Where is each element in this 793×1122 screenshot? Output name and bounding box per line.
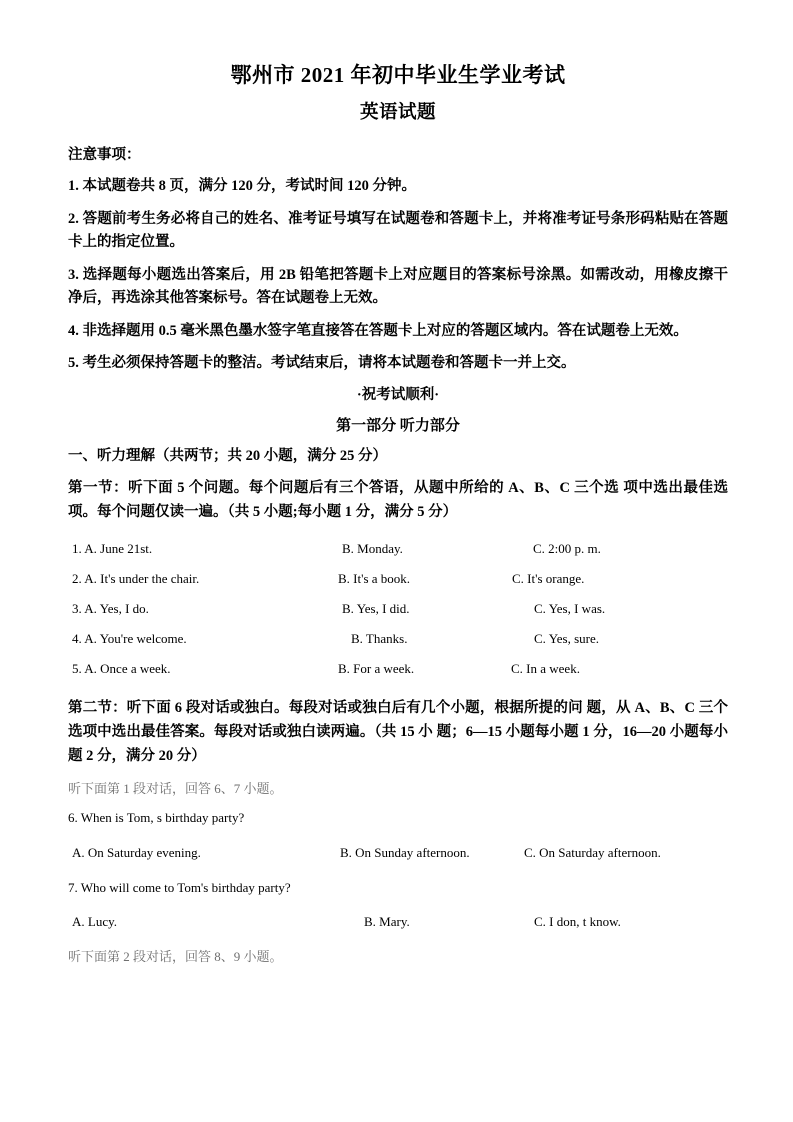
page-title: 鄂州市 2021 年初中毕业生学业考试 xyxy=(230,63,566,87)
page-content xyxy=(68,62,728,977)
q6-option-a[interactable]: A. On Saturday evening. xyxy=(72,844,201,860)
notice-item-5: 5. 考生必须保持答题卡的整洁。考试结束后，请将本试题卷和答题卡一并上交。 xyxy=(68,355,576,372)
q3-option-b[interactable]: B. Yes, I did. xyxy=(342,601,410,617)
notice-item-2: 2. 答题前考生务必将自己的姓名、准考证号填写在试题卷和答题卡上，并将准考证号条形码粘贴在答题卡上的指定位置。 xyxy=(68,210,728,251)
q1-option-b[interactable]: B. Monday. xyxy=(342,541,403,557)
q3-option-a[interactable]: 3. A. Yes, I do. xyxy=(72,601,149,617)
question-6-stem: 6. When is Tom, s birthday party? xyxy=(68,810,245,825)
question-7-stem: 7. Who will come to Tom's birthday party? xyxy=(68,879,291,895)
page-subtitle: 英语试题 xyxy=(359,103,436,124)
q5-option-c[interactable]: C. In a week. xyxy=(511,661,580,677)
dialog-two-cue: 听下面第 2 段对话，回答 8、9 小题。 xyxy=(68,949,283,964)
q3-option-c[interactable]: C. Yes, I was. xyxy=(534,601,606,617)
question-7-options xyxy=(68,907,728,937)
q1-option-c[interactable]: C. 2:00 p. m. xyxy=(533,541,601,557)
q5-option-b[interactable]: B. For a week. xyxy=(338,661,415,677)
listening-subsection-two: 第二节：听下面 6 段对话或独白。每段对话或独白后有几个小题，根据所提的问 题，从 A、B、C 三个选项中选出最佳答案。每段对话或独白读两遍。（共 15 小 题；6—15 小题每小题 1 分，16—20 小题每小题 2 分，满分 20 分） xyxy=(68,700,728,765)
listening-subsection-one: 第一节：听下面 5 个问题。每个问题后有三个答语，从题中所给的 A、B、C 三个选 项中选出最佳选项。每个问题仅读一遍。（共 5 小题;每小题 1 分，满分 5 分） xyxy=(68,480,728,521)
part-one-heading: 第一部分 听力部分 xyxy=(336,417,460,434)
dialog-one-cue: 听下面第 1 段对话，回答 6、7 小题。 xyxy=(68,780,283,796)
question-row-1 xyxy=(68,534,728,564)
good-luck-line: ·祝考试顺利· xyxy=(356,386,440,403)
notice-item-4: 4. 非选择题用 0.5 毫米黑色墨水签字笔直接答在答题卡上对应的答题区域内。答在试题卷上无效。 xyxy=(68,322,688,339)
listening-section-heading: 一、听力理解（共两节；共 20 小题，满分 25 分） xyxy=(68,448,387,464)
q4-option-c[interactable]: C. Yes, sure. xyxy=(534,631,600,647)
q7-option-b[interactable]: B. Mary. xyxy=(364,914,410,929)
q2-option-b[interactable]: B. It's a book. xyxy=(338,571,411,587)
question-row-2 xyxy=(68,564,728,594)
q4-option-b[interactable]: B. Thanks. xyxy=(351,631,408,647)
q6-option-c[interactable]: C. On Saturday afternoon. xyxy=(524,844,661,860)
question-row-3 xyxy=(68,594,728,624)
question-6-options xyxy=(68,838,728,868)
q4-option-a[interactable]: 4. A. You're welcome. xyxy=(72,631,187,647)
notice-item-3: 3. 选择题每小题选出答案后，用 2B 铅笔把答题卡上对应题目的答案标号涂黑。如需改动，用橡皮擦干净后，再选涂其他答案标号。答在试题卷上无效。 xyxy=(68,266,728,307)
q6-option-b[interactable]: B. On Sunday afternoon. xyxy=(340,844,470,860)
q2-option-c[interactable]: C. It's orange. xyxy=(512,571,585,587)
q1-option-a[interactable]: 1. A. June 21st. xyxy=(72,541,153,557)
q7-option-a[interactable]: A. Lucy. xyxy=(72,914,118,929)
question-row-5 xyxy=(68,654,728,684)
q2-option-a[interactable]: 2. A. It's under the chair. xyxy=(72,571,200,587)
q7-option-c[interactable]: C. I don, t know. xyxy=(534,914,621,929)
question-row-4 xyxy=(68,624,728,654)
notice-label: 注意事项： xyxy=(68,147,141,164)
questions-1-5-options xyxy=(68,534,728,684)
notice-block xyxy=(68,145,728,375)
notice-item-1: 1. 本试题卷共 8 页，满分 120 分，考试时间 120 分钟。 xyxy=(68,178,416,195)
q5-option-a[interactable]: 5. A. Once a week. xyxy=(72,661,171,677)
